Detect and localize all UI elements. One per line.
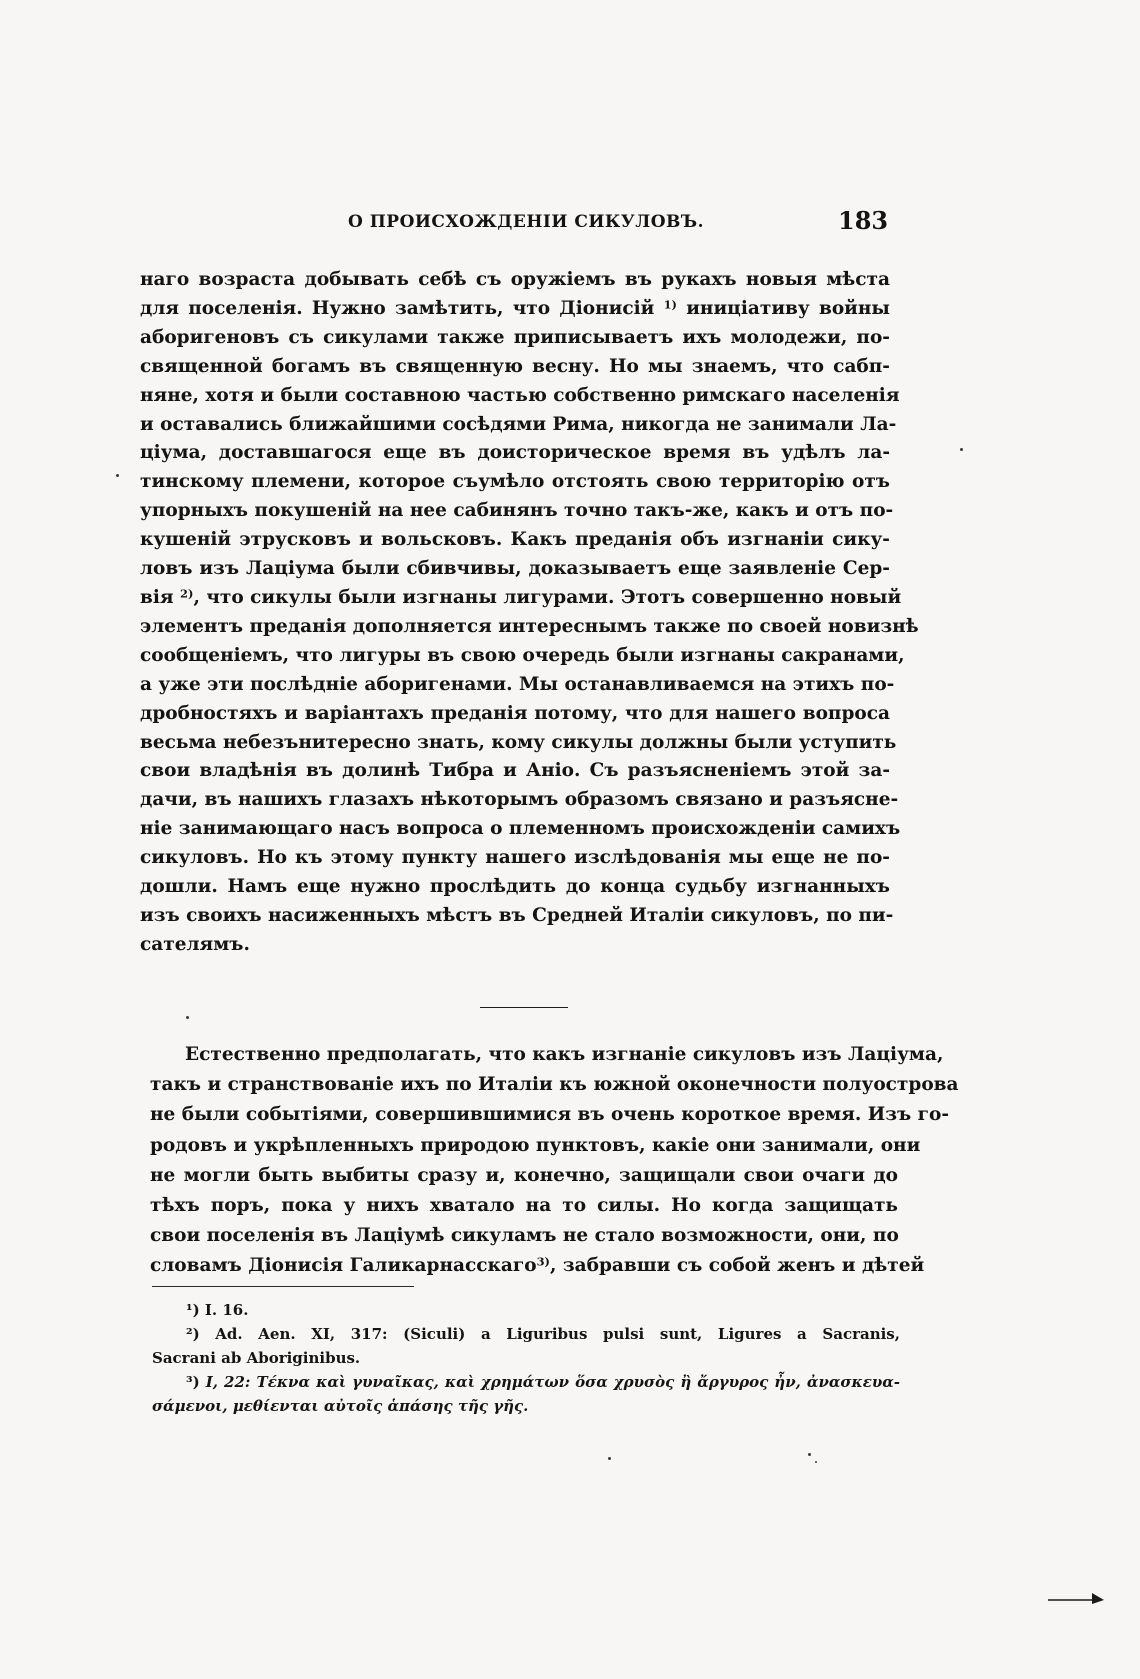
- footnote-2: [152, 1322, 900, 1346]
- text-line: священной богамъ въ священную весну. Но мы знаемъ, что сабп-: [140, 355, 890, 377]
- scan-speck: [808, 1453, 811, 1456]
- text-line: и оставались ближайшими сосѣдями Рима, никогда не занимали Ла-: [140, 413, 897, 435]
- text-fragment: словамъ Діонисія Галикарнасскаго: [150, 1255, 537, 1277]
- text-line: сикуловъ. Но къ этому пункту нашего изслѣдованія мы еще не по-: [140, 847, 890, 869]
- text-line: тѣхъ поръ, пока у нихъ хватало на то силы. Но когда защищать: [150, 1195, 898, 1217]
- footnote-mark: ²): [186, 1325, 200, 1343]
- footnote-text: I, 22: Τέκνα καὶ γυναῖκας, καὶ χρημάτων ὅσα χρυσὸς ἢ ἄργυρος ἦν, ἀνασκευα-: [205, 1373, 900, 1391]
- text-line: ціума, доставшагося еще въ доисторическое время въ удѣлъ ла-: [140, 442, 890, 464]
- text-line: изъ своихъ насиженныхъ мѣстъ въ Средней Италіи сикуловъ, по пи-: [140, 904, 894, 926]
- footnote-divider: [152, 1286, 414, 1287]
- footnote-ref-3: 3): [536, 1254, 550, 1269]
- footnote-mark: ¹): [186, 1301, 200, 1319]
- section-divider: [480, 1007, 568, 1008]
- footnote-ref-2: 2): [180, 586, 194, 601]
- footnote-mark: ³): [186, 1373, 200, 1391]
- text-line: весьма небезънитересно знать, кому сикулы должны были уступить: [140, 731, 897, 753]
- text-line: [140, 584, 902, 613]
- footnote-ref-1: 1): [663, 297, 677, 312]
- text-line: [150, 1251, 925, 1281]
- footnote-text: I. 16.: [204, 1301, 249, 1319]
- text-line: кушеній этрусковъ и вольсковъ. Какъ преданія объ изгнаніи сику-: [140, 529, 890, 551]
- text-line: свои поселенія въ Лаціумѣ сикуламъ не стало возможности, они, по: [150, 1225, 899, 1247]
- arrow-mark-icon: [1048, 1591, 1104, 1605]
- text-line: такъ и странствованіе ихъ по Италіи къ южной оконечности полуострова: [150, 1074, 959, 1096]
- text-line: дробностяхъ и варіантахъ преданія потому, что для нашего вопроса: [140, 702, 890, 724]
- scan-speck: [116, 474, 119, 477]
- text-line: элементъ преданія дополняется интереснымъ также по своей новизнѣ: [140, 615, 919, 637]
- text-line: упорныхъ покушеній на нее сабинянъ точно такъ-же, какъ и отъ по-: [140, 500, 894, 522]
- text-line: а уже эти послѣдніе аборигенами. Мы останавливаемся на этихъ по-: [140, 673, 895, 695]
- scan-speck: [815, 1461, 817, 1463]
- text-line: родовъ и укрѣпленныхъ природою пунктовъ, какіе они занимали, они: [150, 1134, 921, 1156]
- text-line: наго возраста добывать себѣ съ оружіемъ въ рукахъ новыя мѣста: [140, 269, 890, 290]
- text-line: дачи, въ нашихъ глазахъ нѣкоторымъ образомъ связано и разъясне-: [140, 789, 899, 811]
- paragraph-2: [150, 1040, 959, 1282]
- text-line: не могли быть выбиты сразу и, конечно, защищали свои очаги до: [150, 1164, 898, 1186]
- text-line: сообщеніемъ, что лигуры въ свою очередь были изгнаны сакранами,: [140, 644, 905, 666]
- scan-speck: [186, 1016, 189, 1019]
- text-fragment: , забравши съ собой женъ и дѣтей: [549, 1255, 925, 1277]
- footnote-3-continued: σάμενοι, μεθίενται αὐτοῖς ἁπάσης τῆς γῆς.: [152, 1397, 529, 1415]
- text-fragment: , что сикулы были изгнаны лигурами. Этотъ совершенно новый: [193, 586, 902, 608]
- footnote-2-continued: Sacrani ab Aboriginibus.: [152, 1349, 361, 1367]
- text-line: [140, 295, 890, 324]
- footnotes: [152, 1298, 900, 1418]
- text-fragment: для поселенія. Нужно замѣтить, что Діонисій: [140, 297, 655, 319]
- text-line: тинскому племени, которое съумѣло отстоять свою территорію отъ: [140, 471, 890, 493]
- text-line: ніе занимающаго насъ вопроса о племенномъ происхожденіи самихъ: [140, 818, 901, 840]
- scan-speck: [608, 1457, 611, 1460]
- text-line: няне, хотя и были составною частью собственно римскаго населенія: [140, 384, 900, 406]
- text-line: ловъ изъ Лаціума были сбивчивы, доказываетъ еще заявленіе Сер-: [140, 558, 890, 580]
- text-line: свои владѣнія въ долинѣ Тибра и Аніо. Съ разъясненіемъ этой за-: [140, 760, 890, 782]
- text-line: дошли. Намъ еще нужно прослѣдить до конца судьбу изгнанныхъ: [140, 876, 890, 898]
- text-line: аборигеновъ съ сикулами также приписываетъ ихъ молодежи, по-: [140, 326, 890, 348]
- footnote-1: [152, 1298, 900, 1322]
- footnote-text: Ad. Aen. XI, 317: (Siculi) a Liguribus pulsi sunt, Ligures a Sacranis,: [215, 1325, 900, 1343]
- paragraph-1: [140, 266, 919, 960]
- text-line: не были событіями, совершившимися въ очень короткое время. Изъ го-: [150, 1104, 950, 1126]
- page-number: 183: [838, 206, 889, 235]
- text-line: сателямъ.: [140, 933, 250, 955]
- text-line: Естественно предполагать, что какъ изгнаніе сикуловъ изъ Лаціума,: [185, 1044, 944, 1065]
- text-fragment: иниціативу войны: [686, 297, 890, 319]
- footnote-3: [152, 1370, 900, 1394]
- text-fragment: вія: [140, 586, 174, 608]
- running-title: О ПРОИСХОЖДЕНІИ СИКУЛОВЪ.: [348, 212, 705, 232]
- scan-speck: [960, 448, 963, 451]
